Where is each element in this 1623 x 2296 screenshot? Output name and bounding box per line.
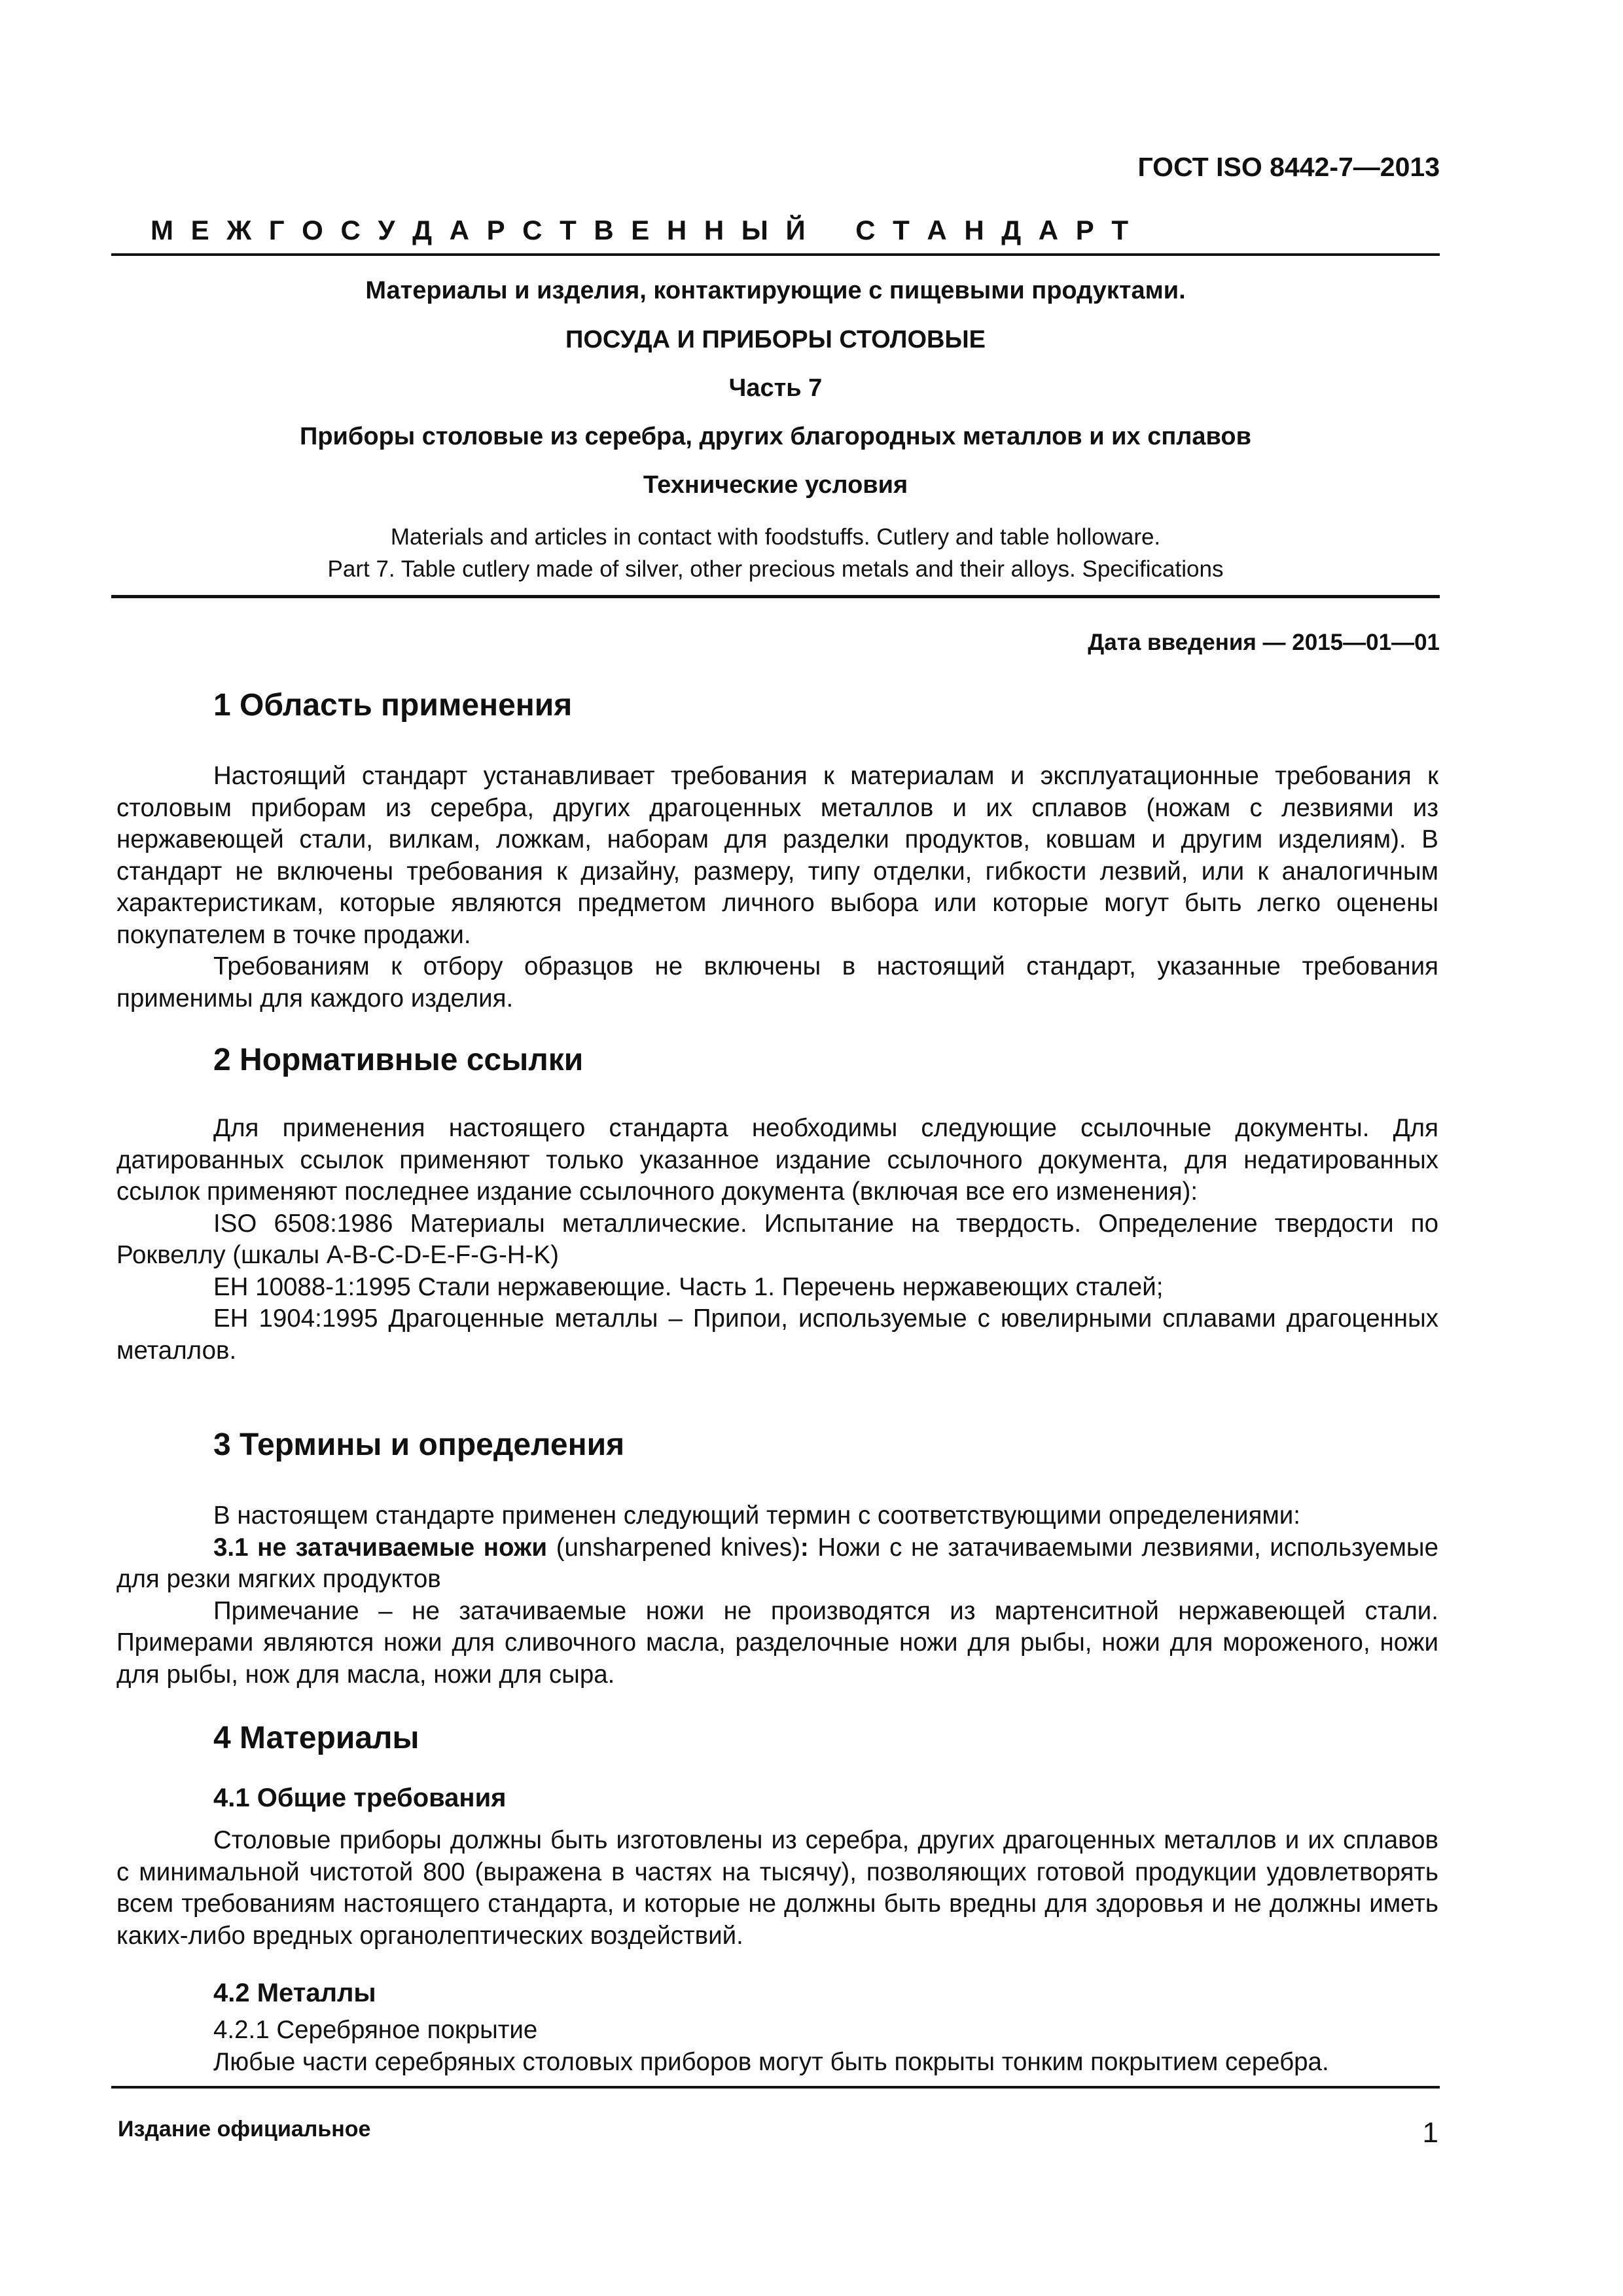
title-line-5: Технические условия [643,471,908,499]
section-2-heading: 2 Нормативные ссылки [213,1043,584,1077]
standard-type-letter: М [151,215,173,245]
term-definition-text: Ножи с не затачиваемыми лезвиями, используемые для резки мягких продуктов [116,1533,1439,1593]
term-colon: : [800,1533,809,1562]
standard-type-letter: С [855,215,876,245]
term-note: Примечание – не затачиваемые ножи не производятся из мартенситной нержавеющей стали. Примерами являются ножи для сливочного масла, разделочные ножи для рыбы, ножи для мороженого, ножи для рыбы, нож для масла, ножи для сыра. [116,1596,1438,1689]
standard-type-letter: Р [1075,215,1094,245]
standard-type-letter: Т [560,215,577,245]
section-1-paragraph-1: Настоящий стандарт устанавливает требования к материалам и эксплуатационные требования к столовым приборам из серебра, других драгоценных металлов и их сплавов (ножам с лезвиями из нержавеющей стали, вилкам, ложкам, наборам для разделки продуктов, ковшам и другим изделиям). В стандарт не включены требования к дизайну, размеру, типу отделки, гибкости лезвий, или к аналогичным характеристикам, которые являются предметом личного выбора или которые могут быть легко оценены покупателем в точке продажи. [116,762,1438,949]
section-1-paragraph-2: Требованиям к отбору образцов не включены в настоящий стандарт, указанные требования применимы для каждого изделия. [116,952,1438,1013]
standard-type-letter: Р [486,215,505,245]
subsection-4-1-body [116,1825,1438,1952]
standard-type-letter: А [927,215,947,245]
section-1-body [116,761,1438,1014]
term-definition [116,1532,1438,1596]
standard-type-letter: О [302,215,323,245]
subsection-4-2-heading: 4.2 Металлы [213,1979,376,2007]
subsection-4-2-1-heading: 4.2.1 Серебряное покрытие [213,2016,538,2044]
standard-type-letter: Е [190,215,209,245]
term-english: (unsharpened knives) [556,1533,800,1562]
section-3-heading: 3 Термины и определения [213,1427,625,1462]
standard-type-letter: Т [1111,215,1128,245]
standard-type-letter: Н [704,215,724,245]
title-english-1: Materials and articles in contact with foodstuffs. Cutlery and table holloware. [390,524,1161,550]
title-line-4: Приборы столовые из серебра, других благородных металлов и их сплавов [300,423,1251,450]
subsection-4-2-1-paragraph: Любые части серебряных столовых приборов могут быть покрыты тонким покрытием серебра. [213,2047,1329,2076]
title-line-3: Часть 7 [728,374,823,402]
reference-iso-6508: ISO 6508:1986 Материалы металлические. Испытание на твердость. Определение твердости по Роквеллу (шкалы A-B-C-D-E-F-G-H-K) [116,1209,1438,1269]
reference-en-1904: ЕН 1904:1995 Драгоценные металлы – Припои, используемые с ювелирными сплавами драгоценных металлов. [116,1304,1438,1365]
title-line-1: Материалы и изделия, контактирующие с пищевыми продуктами. [365,277,1186,304]
title-english-2: Part 7. Table cutlery made of silver, other precious metals and their alloys. Specifications [327,556,1224,582]
section-4-heading: 4 Материалы [213,1721,419,1755]
footer-rule [111,2086,1440,2089]
standard-type-letter: Ы [741,215,768,245]
standard-type-letter: Д [412,215,433,245]
standard-type-letter: Т [893,215,910,245]
title-line-2: ПОСУДА И ПРИБОРЫ СТОЛОВЫЕ [565,326,986,353]
subsection-4-1-paragraph: Столовые приборы должны быть изготовлены из серебра, других драгоценных металлов и их сплавов с минимальной чистотой 800 (выражена в частях на тысячу), позволяющих готовой продукции удовлетворять всем требованиям настоящего стандарта, и которые не должны быть вредны для здоровья и не должны иметь каких-либо вредных органолептических воздействий. [116,1826,1438,1950]
standard-type-letter: Д [1001,215,1022,245]
document-code: ГОСТ ISO 8442-7—2013 [1137,152,1440,182]
standard-type-letter: С [340,215,361,245]
section-3-body [116,1500,1438,1691]
title-rule [111,595,1440,598]
standard-type-letter: В [594,215,614,245]
official-edition-label: Издание официальное [118,2117,371,2142]
introduction-date: Дата введения — 2015—01—01 [1088,630,1440,655]
standard-type-letter: С [522,215,543,245]
standard-type-letter: А [449,215,469,245]
section-2-body [116,1113,1438,1367]
subsection-4-2-body [116,2015,1438,2078]
standard-type-letter: Й [785,215,806,245]
section-2-paragraph-1: Для применения настоящего стандарта необходимы следующие ссылочные документы. Для датированных ссылок применяют только указанное издание ссылочного документа, для недатированных ссылок применяют последнее издание ссылочного документа (включая все его изменения): [116,1114,1438,1206]
standard-type-heading [151,215,1146,246]
section-1-heading: 1 Область применения [213,688,573,723]
standard-type-letter: Г [268,215,285,245]
standard-type-letter: Н [666,215,687,245]
page-number: 1 [1422,2117,1438,2149]
subsection-4-1-heading: 4.1 Общие требования [213,1784,507,1812]
standard-type-letter: А [1038,215,1059,245]
standard-type-letter: Н [964,215,984,245]
standard-type-letter [823,215,838,246]
standard-type-letter: Ж [226,215,252,245]
standard-type-letter: Е [631,215,650,245]
section-3-paragraph-1: В настоящем стандарте применен следующий термин с соответствующими определениями: [213,1501,1301,1530]
header-rule [111,253,1440,256]
standard-type-letter: У [378,215,395,245]
reference-en-10088: ЕН 10088-1:1995 Стали нержавеющие. Часть 1. Перечень нержавеющих сталей; [213,1272,1164,1301]
term-label: 3.1 не затачиваемые ножи [213,1533,548,1562]
